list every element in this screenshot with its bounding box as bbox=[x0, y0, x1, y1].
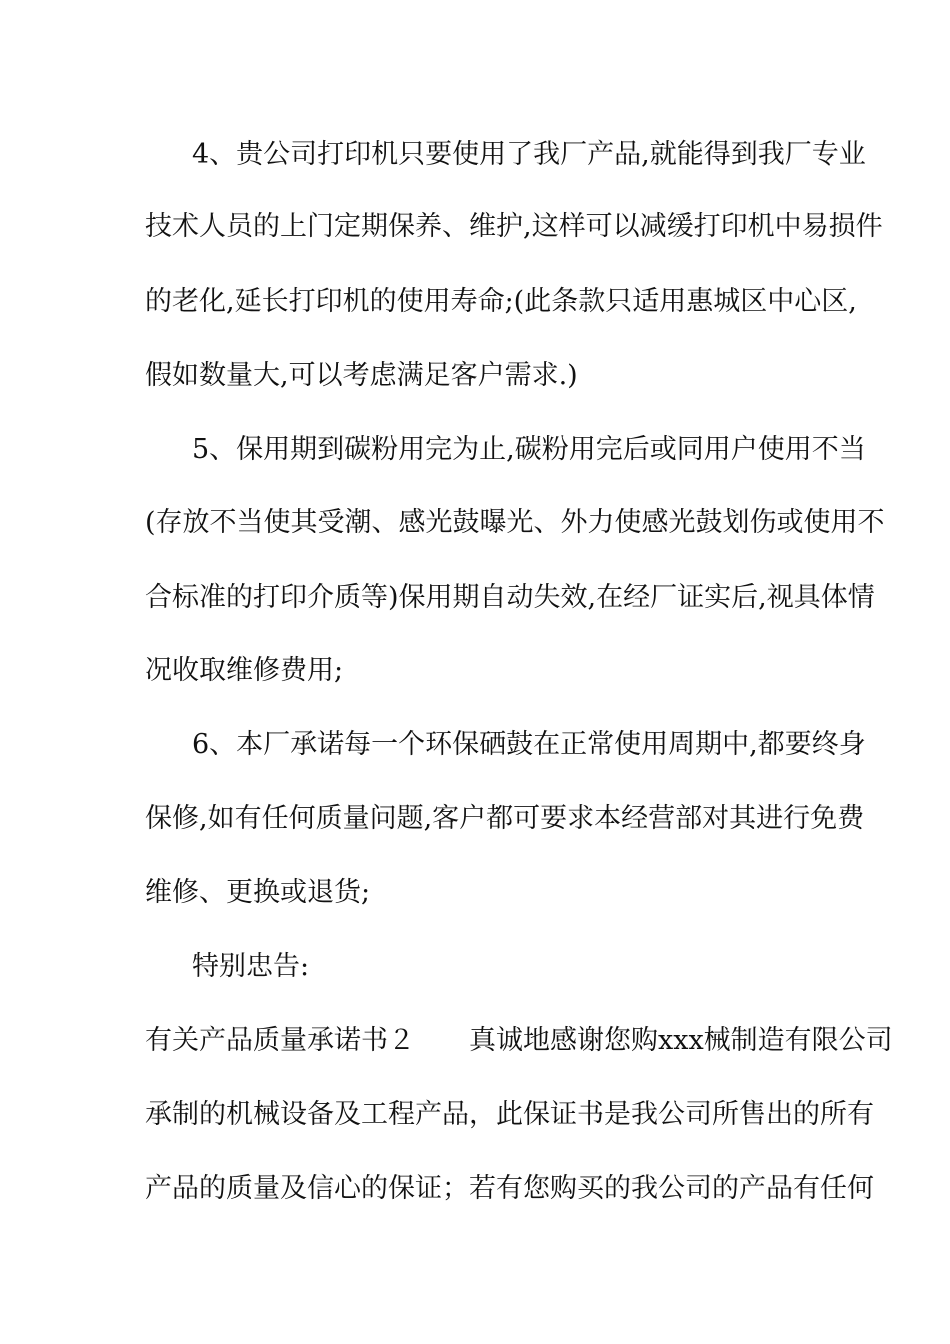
paragraph-6-line-1: 6、本厂承诺每一个环保硒鼓在正常使用周期中,都要终身 bbox=[192, 729, 866, 760]
special-warning-heading: 特别忠告: bbox=[192, 951, 310, 982]
paragraph-4-line-1: 4、贵公司打印机只要使用了我厂产品,就能得到我厂专业 bbox=[192, 139, 866, 170]
paragraph-5-line-1: 5、保用期到碳粉用完为止,碳粉用完后或同用户使用不当 bbox=[192, 434, 866, 465]
paragraph-5-line-3: 合标准的打印介质等)保用期自动失效,在经厂证实后,视具体情 bbox=[145, 582, 875, 613]
paragraph-5-line-4: 况收取维修费用; bbox=[145, 655, 344, 686]
paragraph-6-line-3: 维修、更换或退货; bbox=[145, 877, 371, 908]
paragraph-4-line-3: 的老化,延长打印机的使用寿命;(此条款只适用惠城区中心区, bbox=[145, 286, 857, 317]
paragraph-6-line-2: 保修,如有任何质量问题,客户都可要求本经营部对其进行免费 bbox=[145, 803, 865, 834]
commitment-line-3: 产品的质量及信心的保证；若有您购买的我公司的产品有任何 bbox=[145, 1173, 874, 1204]
paragraph-4-line-2: 技术人员的上门定期保养、维护,这样可以减缓打印机中易损件 bbox=[145, 211, 883, 242]
commitment-line-1: 有关产品质量承诺书２ 真诚地感谢您购xxx械制造有限公司 bbox=[145, 1025, 893, 1056]
paragraph-4-line-4: 假如数量大,可以考虑满足客户需求.) bbox=[145, 360, 578, 391]
commitment-line-2: 承制的机械设备及工程产品，此保证书是我公司所售出的所有 bbox=[145, 1099, 874, 1130]
paragraph-5-line-2: (存放不当使其受潮、感光鼓曝光、外力使感光鼓划伤或使用不 bbox=[145, 507, 885, 538]
